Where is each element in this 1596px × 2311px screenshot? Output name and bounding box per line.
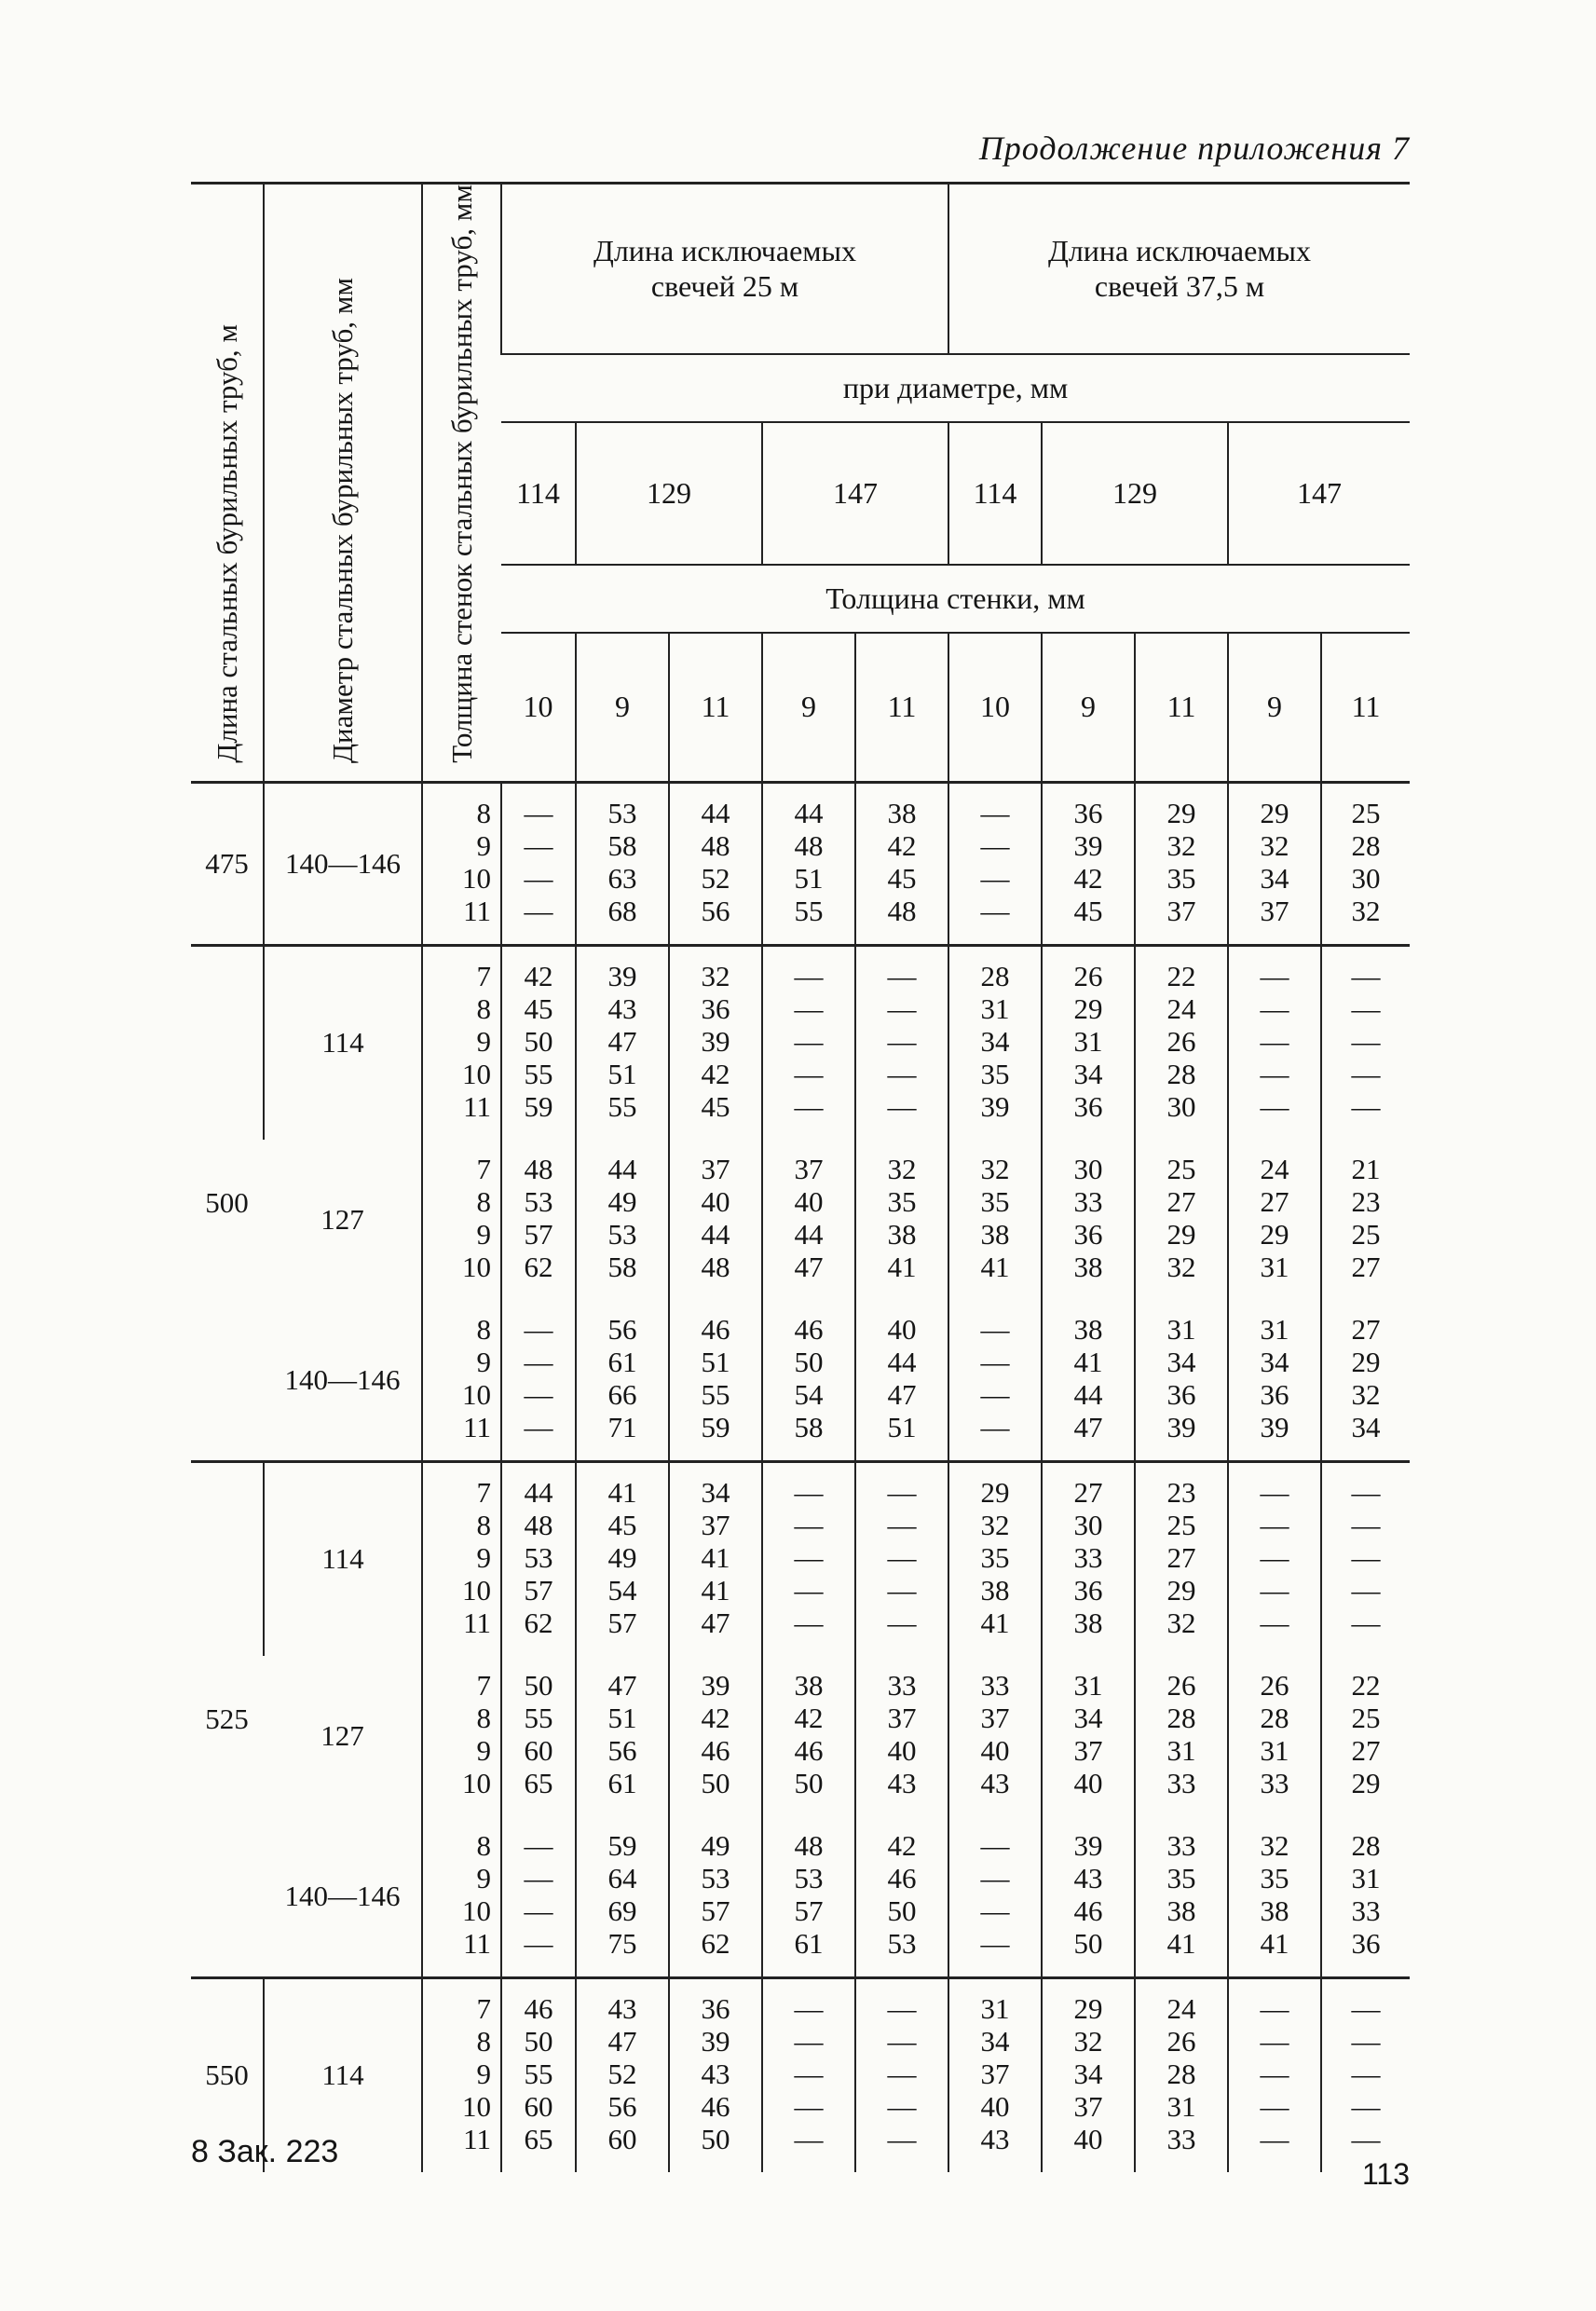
value-cell: 29 32 34 37 — [1228, 782, 1321, 945]
value-cell: 30 33 36 38 — [1042, 1140, 1135, 1300]
table-row — [191, 1977, 1410, 2172]
value-cell: 44 48 53 57 62 — [501, 1461, 576, 1656]
value-cell: 32 35 38 41 — [855, 1140, 948, 1300]
value-cell: — — — — — — [1321, 1461, 1410, 1656]
value-cell: 32 35 38 41 — [1228, 1816, 1321, 1978]
value-cell: — — — — — — [1228, 1461, 1321, 1656]
length-cell: 475 — [191, 782, 264, 945]
value-cell: 22 25 27 29 — [1321, 1656, 1410, 1816]
value-cell: — — — — — [948, 782, 1042, 945]
header-wall-value: 9 — [1228, 633, 1321, 782]
value-cell: — — — — — — [855, 1461, 948, 1656]
header-diameter-value: 114 — [948, 422, 1042, 565]
value-cell: 39 43 46 50 — [1042, 1816, 1135, 1978]
value-cell: 32 36 39 42 45 — [669, 945, 762, 1140]
table-row — [191, 1300, 1410, 1462]
value-cell: 46 50 54 58 — [762, 1300, 855, 1462]
value-cell: 53 58 63 68 — [576, 782, 669, 945]
header-wall-value: 9 — [762, 633, 855, 782]
diameter-cell: 114 — [264, 1461, 422, 1656]
diameter-cell: 140—146 — [284, 1879, 401, 1912]
wall-cell: 7 8 9 10 — [422, 1140, 501, 1300]
table-row — [191, 945, 1410, 1140]
header-group-25m: Длина исключаемых свечей 25 м — [501, 184, 948, 354]
value-cell: 46 51 55 59 — [669, 1300, 762, 1462]
length-cell: 500 — [191, 945, 264, 1461]
value-cell: — — — — — — [1228, 945, 1321, 1140]
table-row — [191, 782, 1410, 945]
value-cell: 43 47 52 56 60 — [576, 1977, 669, 2172]
value-cell: 29 32 35 37 — [1135, 782, 1228, 945]
value-cell: 32 35 38 41 — [948, 1140, 1042, 1300]
table-row — [191, 1656, 1410, 1816]
value-cell: 31 34 37 40 43 — [948, 1977, 1042, 2172]
value-cell: 28 31 33 36 — [1321, 1816, 1410, 1978]
value-cell: 31 34 36 39 — [1135, 1300, 1228, 1462]
value-cell: 46 50 55 60 65 — [501, 1977, 576, 2172]
header-diameter: Диаметр стальных бурильных труб, мм — [264, 184, 422, 783]
wall-cell: 7 8 9 10 11 — [422, 1461, 501, 1656]
header-wall-value: 9 — [576, 633, 669, 782]
header-wall: Толщина стенок стальных бурильных труб, мм — [422, 184, 501, 783]
length-cell: 550 — [191, 1977, 264, 2172]
value-cell: 36 39 42 45 — [1042, 782, 1135, 945]
value-cell: — — — — — [501, 1816, 576, 1978]
page-caption: Продолжение приложения 7 — [978, 130, 1410, 167]
header-wall-value: 11 — [855, 633, 948, 782]
value-cell: — — — — — [948, 1300, 1042, 1462]
value-cell: — — — — — — [855, 1977, 948, 2172]
value-cell: 29 32 35 38 41 — [948, 1461, 1042, 1656]
header-diameter-value: 147 — [762, 422, 948, 565]
value-cell: — — — — — — [762, 945, 855, 1140]
value-cell: 39 43 47 51 55 — [576, 945, 669, 1140]
value-cell: — — — — — — [1321, 1977, 1410, 2172]
header-wall-value: 11 — [1135, 633, 1228, 782]
value-cell: 39 42 46 50 — [669, 1656, 762, 1816]
value-cell: — — — — — [501, 782, 576, 945]
header-at-diameter: при диаметре, мм — [501, 354, 1410, 422]
header-length: Длина стальных бурильных труб, м — [210, 324, 243, 763]
data-table — [191, 182, 1410, 2172]
header-wall-value: 10 — [501, 633, 576, 782]
value-cell: — — — — — [948, 1816, 1042, 1978]
value-cell: 41 45 49 54 57 — [576, 1461, 669, 1656]
value-cell: 37 40 44 47 — [762, 1140, 855, 1300]
value-cell: 23 25 27 29 32 — [1135, 1461, 1228, 1656]
value-cell: — — — — — [501, 1300, 576, 1462]
wall-cell: 8 9 10 11 — [422, 782, 501, 945]
diameter-cell: 114 — [264, 1977, 422, 2172]
header-wall-value: 10 — [948, 633, 1042, 782]
table-row — [191, 1816, 1410, 1978]
value-cell: 56 61 66 71 — [576, 1300, 669, 1462]
value-cell: 36 39 43 46 50 — [669, 1977, 762, 2172]
value-cell: 37 40 44 48 — [669, 1140, 762, 1300]
footer-order: 8 Зак. 223 — [191, 2134, 339, 2169]
header-wall-thickness: Толщина стенки, мм — [501, 565, 1410, 633]
value-cell: 50 55 60 65 — [501, 1656, 576, 1816]
value-cell: 24 27 29 31 — [1228, 1140, 1321, 1300]
header-diameter-value: 114 — [501, 422, 576, 565]
value-cell: 33 37 40 43 — [948, 1656, 1042, 1816]
length-cell: 525 — [191, 1461, 264, 1977]
header-diameter-value: 129 — [576, 422, 762, 565]
value-cell: 38 41 44 47 — [1042, 1300, 1135, 1462]
wall-cell: 8 9 10 11 — [422, 1300, 501, 1462]
header-wall-value: 11 — [669, 633, 762, 782]
value-cell: 44 48 51 55 — [762, 782, 855, 945]
diameter-cell: 127 — [321, 1718, 364, 1752]
value-cell: 28 31 34 35 39 — [948, 945, 1042, 1140]
value-cell: 42 45 50 55 59 — [501, 945, 576, 1140]
value-cell: 21 23 25 27 — [1321, 1140, 1410, 1300]
value-cell: — — — — — — [855, 945, 948, 1140]
header-group-37-5m: Длина исключаемых свечей 37,5 м — [948, 184, 1410, 354]
value-cell: 42 46 50 53 — [855, 1816, 948, 1978]
value-cell: 26 29 31 34 36 — [1042, 945, 1135, 1140]
value-cell: 29 32 34 37 40 — [1042, 1977, 1135, 2172]
value-cell: 25 28 30 32 — [1321, 782, 1410, 945]
diameter-cell: 114 — [264, 945, 422, 1140]
wall-cell: 7 8 9 10 — [422, 1656, 501, 1816]
value-cell: 31 34 36 39 — [1228, 1300, 1321, 1462]
value-cell: 48 53 57 61 — [762, 1816, 855, 1978]
header-diameter-value: 129 — [1042, 422, 1228, 565]
value-cell: 33 37 40 43 — [855, 1656, 948, 1816]
header-diameter-value: 147 — [1228, 422, 1410, 565]
table-row — [191, 1461, 1410, 1656]
value-cell: 59 64 69 75 — [576, 1816, 669, 1978]
value-cell: 44 49 53 58 — [576, 1140, 669, 1300]
table-row — [191, 1140, 1410, 1300]
value-cell: 33 35 38 41 — [1135, 1816, 1228, 1978]
value-cell: 26 28 31 33 — [1135, 1656, 1228, 1816]
header-wall-value: 9 — [1042, 633, 1135, 782]
value-cell: — — — — — — [1228, 1977, 1321, 2172]
value-cell: — — — — — — [762, 1461, 855, 1656]
value-cell: 26 28 31 33 — [1228, 1656, 1321, 1816]
wall-cell: 8 9 10 11 — [422, 1816, 501, 1978]
value-cell: 40 44 47 51 — [855, 1300, 948, 1462]
value-cell: 25 27 29 32 — [1135, 1140, 1228, 1300]
value-cell: 44 48 52 56 — [669, 782, 762, 945]
wall-cell: 7 8 9 10 11 — [422, 945, 501, 1140]
value-cell: 49 53 57 62 — [669, 1816, 762, 1978]
diameter-cell: 140—146 — [284, 1362, 401, 1396]
value-cell: 22 24 26 28 30 — [1135, 945, 1228, 1140]
value-cell: 47 51 56 61 — [576, 1656, 669, 1816]
page-number: 113 — [1361, 2157, 1410, 2191]
wall-cell: 7 8 9 10 11 — [422, 1977, 501, 2172]
value-cell: 27 30 33 36 38 — [1042, 1461, 1135, 1656]
value-cell: 38 42 45 48 — [855, 782, 948, 945]
value-cell: 34 37 41 41 47 — [669, 1461, 762, 1656]
value-cell: 31 34 37 40 — [1042, 1656, 1135, 1816]
value-cell: — — — — — — [762, 1977, 855, 2172]
value-cell: — — — — — — [1321, 945, 1410, 1140]
header-wall-value: 11 — [1321, 633, 1410, 782]
diameter-cell: 127 — [321, 1202, 364, 1236]
value-cell: 48 53 57 62 — [501, 1140, 576, 1300]
diameter-cell: 140—146 — [264, 782, 422, 945]
value-cell: 38 42 46 50 — [762, 1656, 855, 1816]
value-cell: 24 26 28 31 33 — [1135, 1977, 1228, 2172]
value-cell: 27 29 32 34 — [1321, 1300, 1410, 1462]
